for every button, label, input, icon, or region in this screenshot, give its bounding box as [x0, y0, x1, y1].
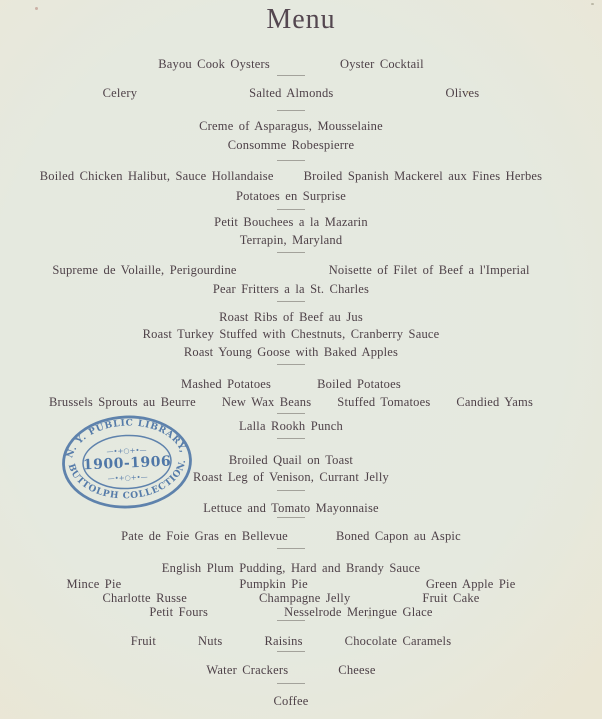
- section-divider: [277, 683, 305, 684]
- menu-line: [0, 233, 582, 248]
- section-divider: [277, 490, 305, 491]
- menu-line: [0, 605, 582, 620]
- menu-item: Raisins: [264, 634, 303, 648]
- stamp-flourish-top: —•+○+•—: [106, 446, 147, 456]
- menu-item: Stuffed Tomatoes: [337, 395, 431, 409]
- menu-item: Brussels Sprouts au Beurre: [48, 395, 196, 409]
- section-divider: [277, 252, 305, 253]
- menu-item: Broiled Quail on Toast: [228, 453, 354, 467]
- menu-item: Roast Young Goose with Baked Apples: [183, 345, 399, 359]
- menu-item: Roast Ribs of Beef au Jus: [219, 310, 363, 324]
- menu-line: [0, 86, 582, 101]
- menu-line: [0, 663, 582, 678]
- menu-item: Salted Almonds: [249, 86, 334, 100]
- menu-line: [0, 310, 582, 325]
- menu-line: [0, 577, 582, 592]
- menu-item: Bayou Cook Oysters: [158, 57, 270, 71]
- menu-item: Roast Turkey Stuffed with Chestnuts, Cranberry Sauce: [142, 327, 440, 341]
- menu-item: Petit Fours: [149, 605, 209, 619]
- page-title: Menu: [266, 4, 336, 35]
- section-divider: [277, 651, 305, 652]
- menu-line: [0, 327, 582, 342]
- menu-line: [0, 215, 582, 230]
- menu-item: Creme of Asparagus, Mousselaine: [199, 119, 383, 133]
- menu-item: Nuts: [198, 634, 223, 648]
- menu-item: Celery: [102, 86, 138, 100]
- stamp-arc-bottom-text: BUTTOLPH COLLECTION.: [65, 458, 189, 502]
- menu-item: Roast Leg of Venison, Currant Jelly: [193, 470, 389, 484]
- section-divider: [277, 438, 305, 439]
- menu-line: [0, 282, 582, 297]
- menu-item: Petit Bouchees a la Mazarin: [214, 215, 368, 229]
- section-divider: [277, 620, 305, 621]
- menu-item: Charlotte Russe: [102, 591, 187, 605]
- menu-line: [0, 263, 582, 278]
- menu-line: [0, 561, 582, 576]
- menu-line: [0, 57, 582, 72]
- menu-item: Water Crackers: [206, 663, 289, 677]
- menu-item: Broiled Spanish Mackerel aux Fines Herbes: [303, 169, 543, 183]
- menu-item: Green Apple Pie: [425, 577, 516, 591]
- section-divider: [277, 160, 305, 161]
- menu-item: Boiled Potatoes: [317, 377, 401, 391]
- menu-item: Boiled Chicken Halibut, Sauce Hollandaise: [39, 169, 274, 183]
- menu-item: Terrapin, Maryland: [239, 233, 343, 247]
- menu-item: Lettuce and Tomato Mayonnaise: [203, 501, 379, 515]
- stamp-flourish-bottom: —•+○+•—: [107, 473, 148, 483]
- menu-item: Mince Pie: [66, 577, 122, 591]
- menu-item: Champagne Jelly: [258, 591, 351, 605]
- library-collection-stamp: [58, 411, 196, 513]
- menu-item: Noisette of Filet of Beef a l'Imperial: [328, 263, 530, 277]
- menu-line: [0, 169, 582, 184]
- menu-item: Oyster Cocktail: [339, 57, 424, 71]
- menu-item: Pear Fritters a la St. Charles: [212, 282, 370, 296]
- menu-line: [0, 345, 582, 360]
- menu-item: English Plum Pudding, Hard and Brandy Sauce: [161, 561, 421, 575]
- section-divider: [277, 75, 305, 76]
- menu-item: Fruit: [130, 634, 157, 648]
- menu-item: Fruit Cake: [422, 591, 480, 605]
- menu-line: [0, 119, 582, 134]
- section-divider: [277, 209, 305, 210]
- menu-item: Potatoes en Surprise: [235, 189, 347, 203]
- menu-line: [0, 591, 582, 606]
- menu-item: Pumpkin Pie: [239, 577, 308, 591]
- menu-line: [0, 189, 582, 204]
- menu-line: [0, 138, 582, 153]
- menu-item: Nesselrode Meringue Glace: [284, 605, 433, 619]
- menu-line: [0, 529, 582, 544]
- menu-item: Olives: [445, 86, 480, 100]
- menu-line: [0, 634, 582, 649]
- menu-item: Candied Yams: [456, 395, 534, 409]
- section-divider: [277, 517, 305, 518]
- section-divider: [277, 364, 305, 365]
- section-divider: [277, 301, 305, 302]
- menu-item: Chocolate Caramels: [344, 634, 452, 648]
- menu-item: Coffee: [273, 694, 309, 708]
- menu-line: [0, 694, 582, 709]
- stamp-arc-top-text: N. Y. PUBLIC LIBRARY,: [65, 418, 189, 460]
- menu-item: New Wax Beans: [221, 395, 312, 409]
- menu-line: [0, 377, 582, 392]
- section-divider: [277, 413, 305, 414]
- section-divider: [277, 548, 305, 549]
- menu-item: Boned Capon au Aspic: [335, 529, 461, 543]
- menu-line: [0, 395, 582, 410]
- menu-item: Pate de Foie Gras en Bellevue: [121, 529, 288, 543]
- stamp-year-range: 1900-1906: [82, 453, 172, 474]
- menu-item: Cheese: [338, 663, 376, 677]
- menu-item: Mashed Potatoes: [181, 377, 272, 391]
- menu-item: Consomme Robespierre: [227, 138, 355, 152]
- section-divider: [277, 110, 305, 111]
- menu-item: Supreme de Volaille, Perigourdine: [52, 263, 237, 277]
- menu-item: Lalla Rookh Punch: [239, 419, 343, 433]
